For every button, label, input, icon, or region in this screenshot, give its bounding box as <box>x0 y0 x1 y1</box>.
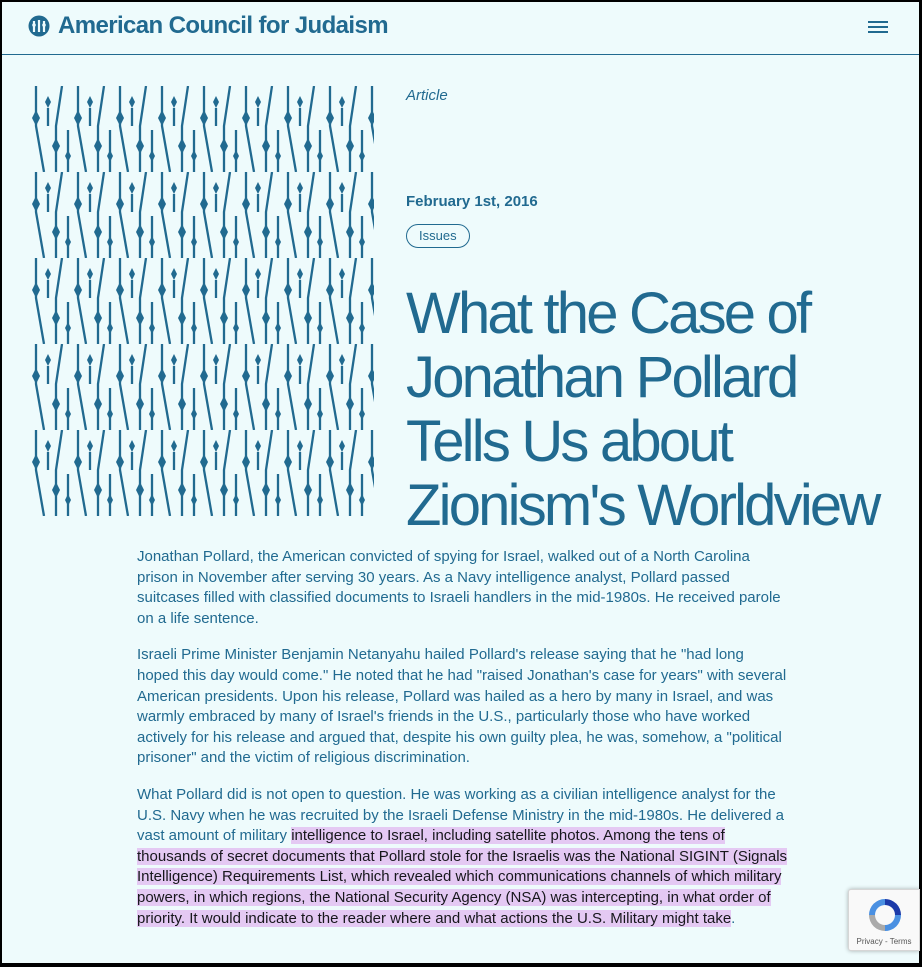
menu-line <box>868 26 888 28</box>
tag-issues[interactable]: Issues <box>406 224 470 248</box>
site-title[interactable]: American Council for Judaism <box>58 12 388 39</box>
article-body <box>137 547 789 945</box>
pattern-image <box>30 86 374 516</box>
recaptcha-privacy-terms[interactable]: Privacy - Terms <box>856 937 912 946</box>
hamburger-menu-icon[interactable] <box>866 18 890 38</box>
menu-line <box>868 31 888 33</box>
paragraph-3-text: What Pollard did is not open to question. He was working as a civilian intelligence analyst for the U.S. Navy when he was recruited by the Israeli Defense Ministry in the mid-1980s. He delivered a vast amount of military <box>137 785 784 845</box>
article-title: What the Case of Jonathan Pollard Tells Us about Zionism's Worldview <box>406 281 879 538</box>
menu-line <box>868 21 888 23</box>
paragraph-1: Jonathan Pollard, the American convicted of spying for Israel, walked out of a North Carolina prison in November after serving 30 years. As a Navy intelligence analyst, Pollard passed suitcases filled with classified documents to Israeli handlers in the mid-1980s. He received parole on a life sentence. <box>137 548 781 627</box>
recaptcha-icon <box>866 896 904 934</box>
paragraph-3 <box>137 785 789 929</box>
article-date: February 1st, 2016 <box>406 193 538 210</box>
paragraph-2: Israeli Prime Minister Benjamin Netanyahu hailed Pollard's release saying that he "had long hoped this day would come." He noted that he had "raised Jonathan's case for years" with several American presidents. Upon his release, Pollard was hailed as a hero by many in Israel, and was warmly embraced by many of Israel's friends in the U.S., particularly those who have worked actively for his release and argued that, despite his own guilty plea, he was, somehow, a "political prisoner" and the victim of religious discrimination. <box>137 646 787 767</box>
recaptcha-badge[interactable] <box>848 889 920 951</box>
paragraph-3-end: . <box>731 909 736 927</box>
highlighted-text: intelligence to Israel, including satellite photos. Among the tens of thousands of secret documents that Pollard stole for the Israelis was the National SIGINT (Signals Intelligence) Requirements List, which revealed which communications channels of which military powers, in which regions, the National Security Agency (NSA) was intercepting, in what order of priority. It would indicate to the reader where and what actions the U.S. Military might take <box>137 827 788 927</box>
acj-logo-icon[interactable] <box>28 15 50 37</box>
site-header <box>2 2 919 55</box>
page-frame <box>2 2 919 963</box>
article-type-label: Article <box>406 87 448 104</box>
